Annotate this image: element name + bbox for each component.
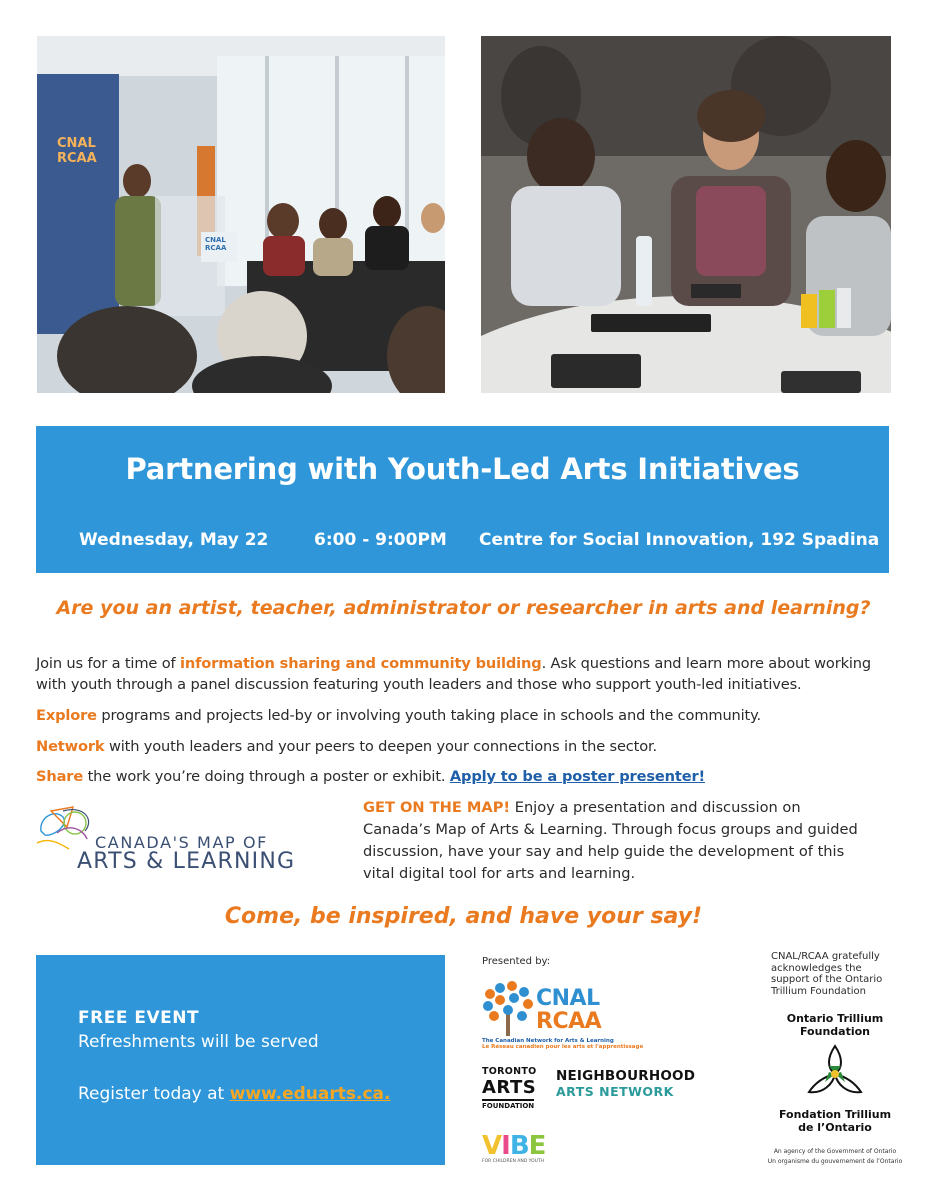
event-photo-discussion: [481, 36, 891, 393]
toronto-arts-foundation-logo: TORONTO ARTS FOUNDATION: [482, 1066, 537, 1110]
intro-paragraph: Join us for a time of information sharing and community building. Ask questions and learn more about working with youth through a panel discussion featuring youth leaders and those who support youth-led initiatives.: [36, 655, 871, 693]
neighbourhood-arts-network-logo: NEIGHBOURHOOD ARTS NETWORK: [556, 1068, 696, 1099]
acknowledgement-text: CNAL/RCAA gratefully acknowledges the support of the Ontario Trillium Foundation: [771, 951, 883, 997]
share-paragraph: Share the work you’re doing through a poster or exhibit. Apply to be a poster presenter!: [36, 768, 705, 785]
event-details-box: [36, 955, 445, 1165]
network-paragraph: Network with youth leaders and your peers to deepen your connections in the sector.: [36, 738, 658, 755]
free-event-label: FREE EVENT: [78, 1008, 200, 1028]
vibe-arts-logo: VIBE FOR CHILDREN AND YOUTH: [482, 1131, 546, 1164]
ontario-trillium-foundation-logo: Ontario Trillium Foundation Fondation Trillium de l’Ontario An agency of the Government of Ontario Un organisme du gouvernement de l’Ontario: [767, 1012, 903, 1165]
map-logo-icon: [33, 803, 103, 853]
map-logo-line2: ARTS & LEARNING: [77, 849, 296, 874]
intro-highlight: information sharing and community building: [179, 655, 542, 672]
refreshments-note: Refreshments will be served: [78, 1032, 319, 1052]
register-line: Register today at www.eduarts.ca.: [78, 1084, 391, 1104]
event-time: 6:00 - 9:00PM: [314, 530, 447, 550]
map-logo-line1: CANADA'S MAP OF: [95, 833, 268, 852]
event-location: Centre for Social Innovation, 192 Spadina: [479, 530, 880, 550]
share-keyword: Share: [36, 768, 84, 785]
event-photo-panel: [37, 36, 445, 393]
map-paragraph: GET ON THE MAP! Enjoy a presentation and discussion on Canada’s Map of Arts & Learning. Through focus groups and guided discussion, have your say and help guide the development of this vital digital tool for arts and learning.: [363, 799, 858, 882]
register-link[interactable]: www.eduarts.ca.: [229, 1084, 391, 1104]
audience-question: Are you an artist, teacher, administrator or researcher in arts and learning?: [56, 597, 871, 619]
tagline: Come, be inspired, and have your say!: [224, 904, 703, 929]
banner-logo-text: CNAL RCAA: [57, 136, 97, 166]
network-keyword: Network: [36, 738, 105, 755]
event-date: Wednesday, May 22: [79, 530, 269, 550]
trillium-icon: [803, 1042, 867, 1106]
map-of-arts-logo: [33, 803, 303, 877]
explore-keyword: Explore: [36, 707, 97, 724]
presented-by-label: Presented by:: [482, 956, 551, 967]
map-keyword: GET ON THE MAP!: [363, 799, 511, 816]
tree-icon: [480, 980, 536, 1038]
event-banner: [36, 426, 889, 573]
podium-logo-text: CNAL RCAA: [205, 236, 227, 252]
poster-presenter-link[interactable]: Apply to be a poster presenter!: [449, 768, 705, 785]
cnal-rcaa-logo: CNAL RCAA The Canadian Network for Arts & Learning Le Réseau canadien pour les arts et l'apprentissage: [480, 978, 615, 1050]
explore-paragraph: Explore programs and projects led-by or involving youth taking place in schools and the community.: [36, 707, 762, 724]
event-title: Partnering with Youth-Led Arts Initiatives: [125, 452, 800, 486]
